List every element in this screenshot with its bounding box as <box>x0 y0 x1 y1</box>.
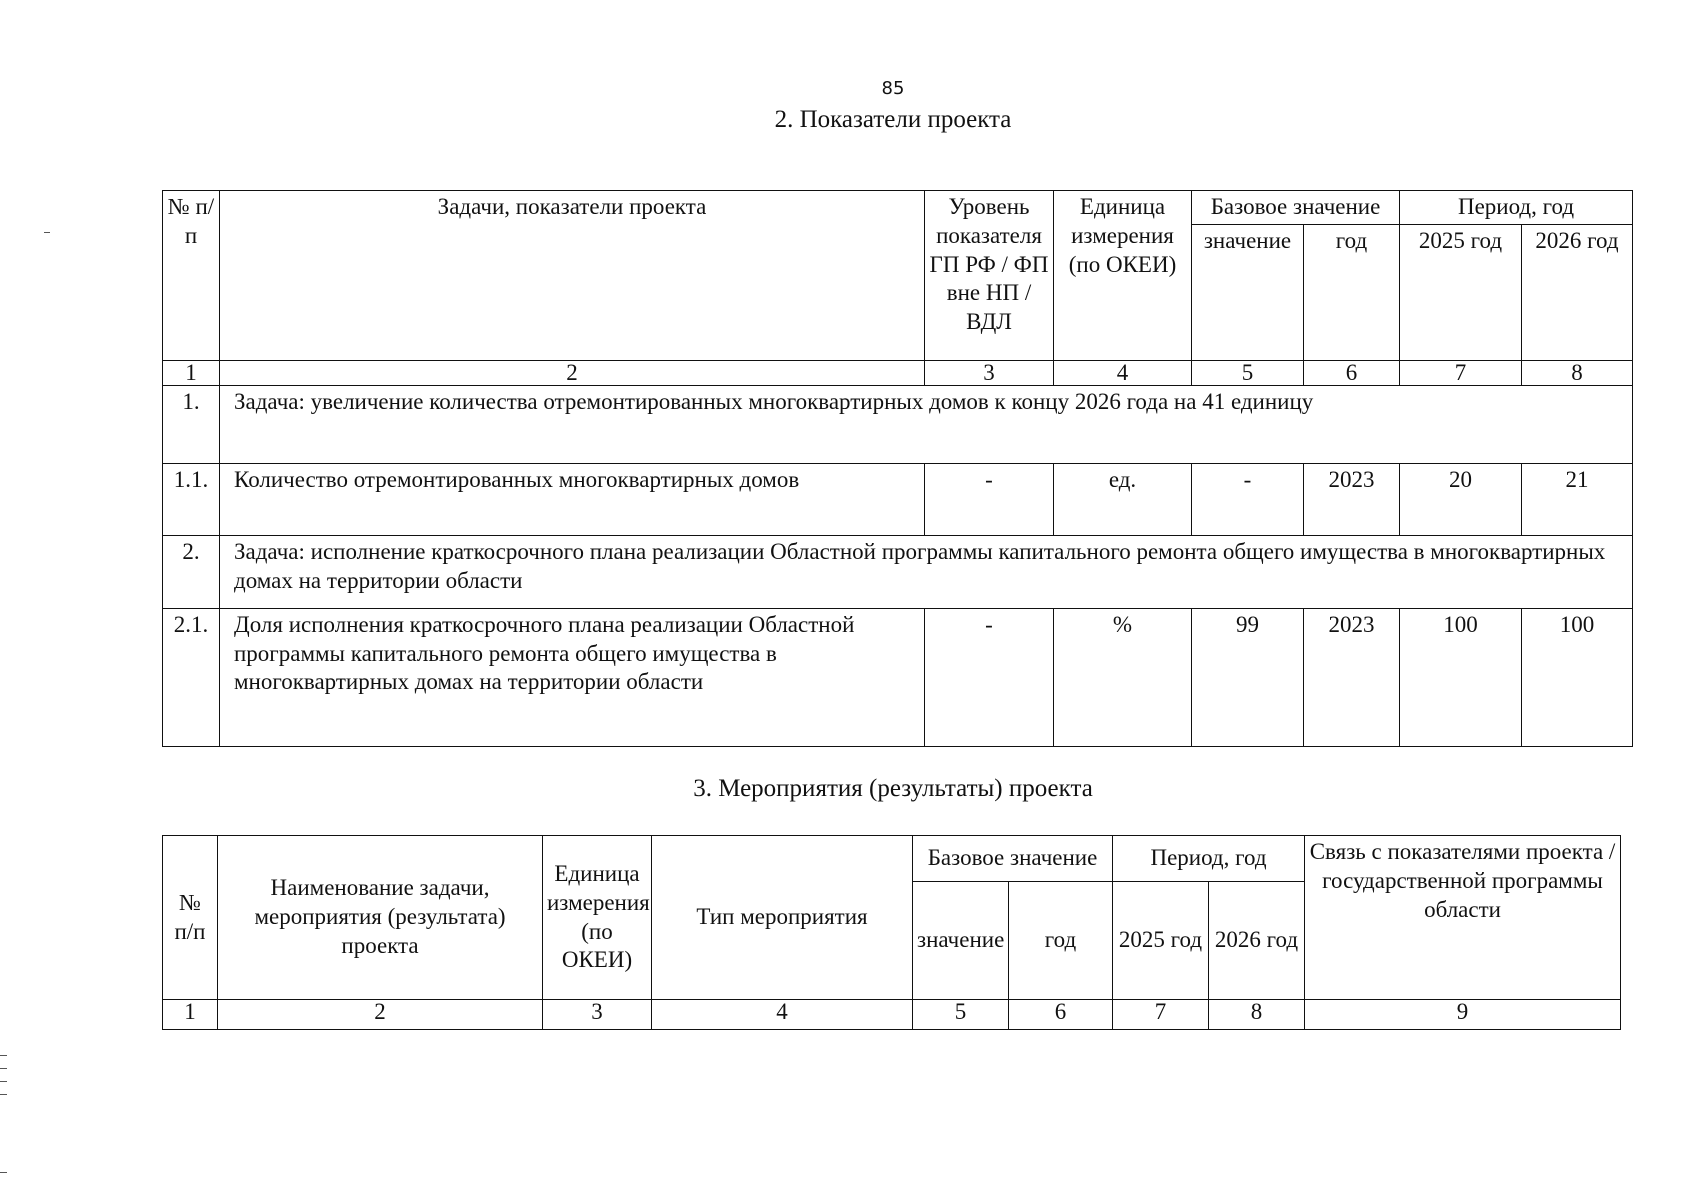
scan-mark <box>0 1094 7 1095</box>
row-2-1-base-value: 99 <box>1192 608 1304 746</box>
row-1-1-base-year: 2023 <box>1304 463 1400 535</box>
header-base-year: год <box>1304 224 1400 360</box>
header-period: Период, год <box>1400 191 1633 225</box>
scan-mark <box>0 1055 7 1056</box>
row-2-1-level: - <box>925 608 1054 746</box>
row-2-1-base-year: 2023 <box>1304 608 1400 746</box>
scan-mark <box>0 1068 7 1069</box>
project-activities-table <box>162 835 1621 1030</box>
header-link: Связь с показателями проекта / государственной программы области <box>1305 836 1621 1000</box>
row-1-1-unit: ед. <box>1054 463 1192 535</box>
row-1-1-number: 1.1. <box>163 463 220 535</box>
row-1-1-2026: 21 <box>1522 463 1633 535</box>
row-1-1-base-value: - <box>1192 463 1304 535</box>
scan-mark <box>44 232 50 233</box>
row-1-1-level: - <box>925 463 1054 535</box>
header-base-value: значение <box>1192 224 1304 360</box>
section-2-title: 2. Показатели проекта <box>774 106 1012 133</box>
row-2-1-name: Доля исполнения краткосрочного плана реализации Областной программы капитального ремонта общего имущества в многоквартирных домах на территории области <box>220 608 925 746</box>
col-number: 9 <box>1305 1000 1621 1030</box>
header-type: Тип мероприятия <box>652 836 913 1000</box>
col-number: 7 <box>1113 1000 1209 1030</box>
header-year-2026: 2026 год <box>1522 224 1633 360</box>
header-num: № п/п <box>163 191 220 361</box>
section-3-title: 3. Мероприятия (результаты) проекта <box>693 775 1093 802</box>
scan-mark <box>0 1172 7 1173</box>
task-1-text: Задача: увеличение количества отремонтированных многоквартирных домов к концу 2026 года на 41 единицу <box>220 385 1633 463</box>
header-year-2026: 2026 год <box>1209 882 1305 1000</box>
col-number: 1 <box>163 360 220 385</box>
col-number: 3 <box>543 1000 652 1030</box>
col-number: 4 <box>1054 360 1192 385</box>
row-2-1-2025: 100 <box>1400 608 1522 746</box>
col-number: 7 <box>1400 360 1522 385</box>
col-number: 1 <box>163 1000 218 1030</box>
row-2-1-2026: 100 <box>1522 608 1633 746</box>
header-unit: Единица измерения (по ОКЕИ) <box>543 836 652 1000</box>
col-number: 2 <box>218 1000 543 1030</box>
header-period: Период, год <box>1113 836 1305 882</box>
header-name: Наименование задачи, мероприятия (результата) проекта <box>218 836 543 1000</box>
header-base-year: год <box>1009 882 1113 1000</box>
header-num: № п/п <box>163 836 218 1000</box>
col-number: 4 <box>652 1000 913 1030</box>
header-base: Базовое значение <box>1192 191 1400 225</box>
col-number: 6 <box>1009 1000 1113 1030</box>
row-1-1-name: Количество отремонтированных многоквартирных домов <box>220 463 925 535</box>
scan-mark <box>0 1081 7 1082</box>
header-tasks: Задачи, показатели проекта <box>220 191 925 361</box>
header-year-2025: 2025 год <box>1113 882 1209 1000</box>
header-unit: Единица измерения (по ОКЕИ) <box>1054 191 1192 361</box>
header-year-2025: 2025 год <box>1400 224 1522 360</box>
col-number: 5 <box>913 1000 1009 1030</box>
col-number: 6 <box>1304 360 1400 385</box>
col-number: 5 <box>1192 360 1304 385</box>
col-number: 8 <box>1209 1000 1305 1030</box>
col-number: 2 <box>220 360 925 385</box>
row-2-1-unit: % <box>1054 608 1192 746</box>
col-number: 8 <box>1522 360 1633 385</box>
row-2-1-number: 2.1. <box>163 608 220 746</box>
task-1-number: 1. <box>163 385 220 463</box>
project-indicators-table <box>162 190 1633 747</box>
header-base-value: значение <box>913 882 1009 1000</box>
task-2-text: Задача: исполнение краткосрочного плана реализации Областной программы капитального ремонта общего имущества в многоквартирных домах на территории области <box>220 535 1633 608</box>
header-level: Уровень показателя ГП РФ / ФП вне НП / ВДЛ <box>925 191 1054 361</box>
col-number: 3 <box>925 360 1054 385</box>
task-2-number: 2. <box>163 535 220 608</box>
page-number: 85 <box>881 78 905 99</box>
row-1-1-2025: 20 <box>1400 463 1522 535</box>
header-base: Базовое значение <box>913 836 1113 882</box>
